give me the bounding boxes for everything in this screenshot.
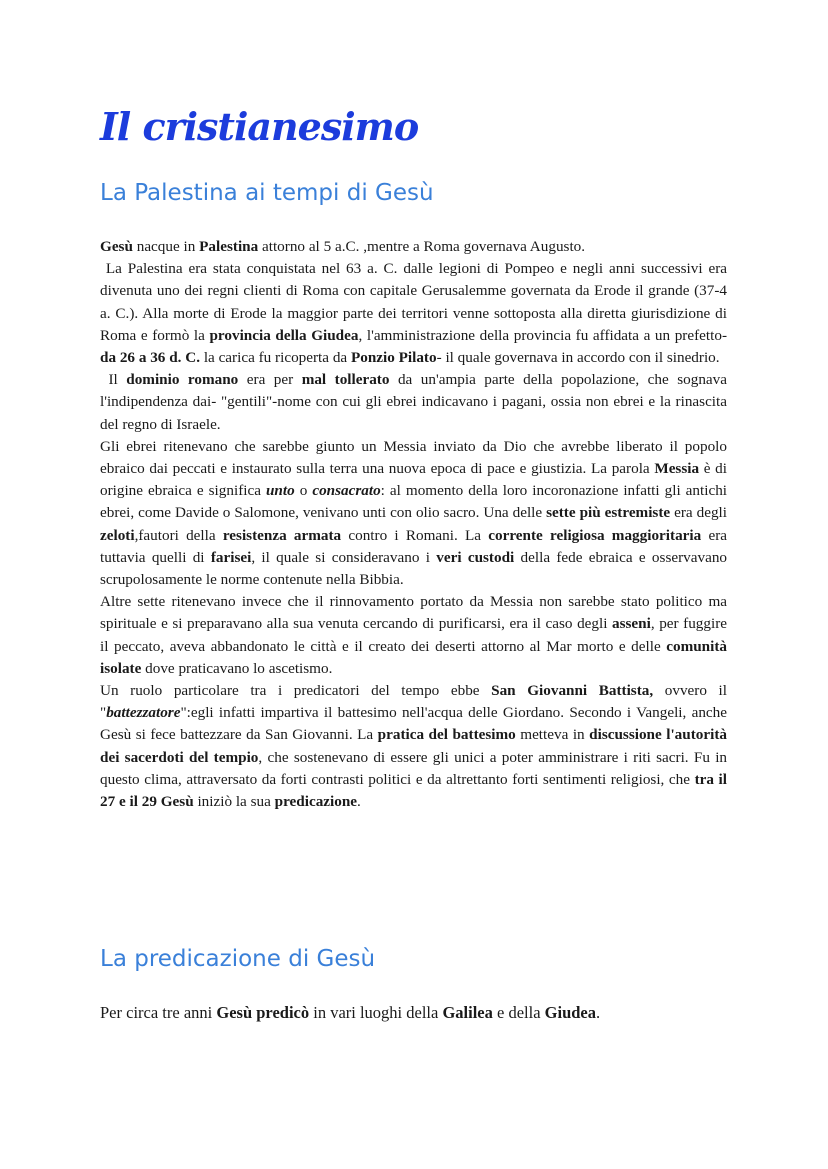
- paragraph: [100, 591, 727, 680]
- emphasis-text: dominio romano: [126, 371, 239, 389]
- emphasis-text: da 26 a 36 d. C.: [100, 349, 201, 367]
- paragraph: [100, 1002, 727, 1024]
- text-run: ":egli infatti impartiva il battesimo nell'acqua delle Giordano. Secondo i Vangeli, anche Gesù si fece battezzare da San Giovanni. La: [100, 704, 727, 744]
- text-run: : al momento della loro incoronazione infatti gli antichi ebrei, come Davide o Salomone, venivano unti con olio sacro. Una delle: [100, 482, 728, 522]
- paragraph: [100, 436, 727, 591]
- emphasis-text: unto: [265, 482, 295, 500]
- text-run: La Palestina era stata conquistata nel 63 a. C. dalle legioni di Pompeo e negli anni successivi era divenuta uno dei regni clienti di Roma con capitale Gerusalemme governata da Erode il grande (37-4 a. C.). Alla morte di Erode la maggior parte dei territori venne sottoposta alla diretta giurisdizione di Roma e formò la: [100, 260, 727, 344]
- emphasis-text: consacrato: [312, 482, 381, 500]
- text-run: era per: [238, 371, 302, 389]
- emphasis-text: Giudea: [544, 1003, 597, 1022]
- text-run: Un ruolo particolare tra i predicatori del tempo ebbe: [100, 682, 492, 700]
- emphasis-text: tra il 27 e il 29 Gesù: [100, 770, 727, 811]
- emphasis-text: predicazione: [274, 793, 358, 811]
- text-run: ,fautori della: [134, 526, 223, 544]
- paragraph: [100, 369, 727, 436]
- text-run: è di origine ebraica e significa: [100, 460, 727, 500]
- emphasis-text: comunità isolate: [100, 637, 727, 677]
- text-run: Altre sette ritenevano invece che il rinnovamento portato da Messia non sarebbe stato politico ma spirituale e si preparavano alla sua venuta cercando di purificarsi, era il caso degli: [100, 593, 727, 633]
- emphasis-text: Palestina: [199, 238, 259, 255]
- text-run: , l'amministrazione della provincia fu affidata a un prefetto-: [358, 326, 727, 344]
- text-run: - il quale governava in accordo con il sinedrio.: [436, 349, 720, 367]
- emphasis-text: San Giovanni Battista,: [491, 682, 654, 700]
- emphasis-text: sette più estremiste: [546, 504, 671, 522]
- emphasis-text: veri custodi: [436, 548, 515, 566]
- emphasis-text: pratica del battesimo: [377, 726, 516, 744]
- emphasis-text: discussione l'autorità dei sacerdoti del tempio: [100, 726, 727, 766]
- text-run: , per fuggire il peccato, aveva abbandonato le città e il creato dei deserti attorno al Mar morto e delle: [100, 615, 727, 655]
- text-run: , che sostenevano di essere gli unici a poter amministrare i riti sacri. Fu in questo clima, attraversato da forti contrasti politici e da altrettanto forti sentimenti religiosi, che: [100, 748, 728, 788]
- text-run: e della: [492, 1003, 545, 1022]
- section-heading-predicazione: La predicazione di Gesù: [100, 946, 376, 972]
- text-run: metteva in: [515, 726, 590, 744]
- emphasis-text: mal tollerato: [301, 371, 390, 389]
- paragraph: [100, 258, 727, 369]
- text-run: della fede ebraica e osservavano scrupolosamente le norme contenute nella Bibbia.: [100, 548, 728, 589]
- text-run: .: [596, 1003, 601, 1022]
- text-run: Il: [100, 371, 127, 389]
- text-run: .: [357, 793, 361, 811]
- text-run: contro i Romani. La: [341, 526, 489, 544]
- text-run: nacque in: [132, 238, 200, 255]
- text-run: o: [294, 482, 313, 500]
- text-run: era tuttavia quelli di: [100, 526, 727, 566]
- text-run: , il quale si consideravano i: [251, 548, 437, 566]
- text-run: Per circa tre anni: [100, 1003, 217, 1022]
- paragraph: [100, 236, 727, 258]
- emphasis-text: Gesù: [100, 238, 133, 255]
- text-run: Gli ebrei ritenevano che sarebbe giunto un Messia inviato da Dio che avrebbe liberato il popolo ebraico dai peccati e instaurato sulla terra una nuova epoca di pace e giustizia. La parola: [100, 437, 727, 478]
- emphasis-text: Ponzio Pilato: [350, 349, 437, 367]
- text-run: in vari luoghi della: [309, 1003, 443, 1022]
- text-run: la carica fu ricoperta da: [200, 349, 351, 367]
- emphasis-text: battezzatore: [106, 704, 181, 722]
- emphasis-text: farisei: [210, 548, 252, 566]
- text-run: attorno al 5 a.C. ,mentre a Roma governava Augusto.: [258, 238, 586, 255]
- text-run: dove praticavano lo ascetismo.: [141, 659, 333, 677]
- emphasis-text: Galilea: [442, 1003, 493, 1022]
- section-heading-palestina: La Palestina ai tempi di Gesù: [100, 180, 434, 206]
- paragraph: [100, 680, 727, 813]
- emphasis-text: resistenza armata: [222, 526, 342, 544]
- emphasis-text: zeloti: [100, 526, 135, 544]
- emphasis-text: asseni: [612, 615, 651, 633]
- emphasis-text: corrente religiosa maggioritaria: [488, 526, 702, 544]
- emphasis-text: Gesù predicò: [216, 1003, 310, 1022]
- page-title: Il cristianesimo: [100, 104, 419, 149]
- text-run: era degli: [670, 504, 727, 522]
- text-run: ovvero il ": [100, 682, 727, 722]
- text-run: iniziò la sua: [193, 793, 275, 811]
- emphasis-text: provincia della Giudea: [209, 326, 359, 344]
- emphasis-text: Messia: [654, 460, 700, 478]
- section-body-palestina: [100, 236, 727, 813]
- text-run: da un'ampia parte della popolazione, che sognava l'indipendenza dai- "gentili"-nome con cui gli ebrei indicavano i pagani, ossia non ebrei e la rinascita del regno di Israele.: [100, 371, 727, 433]
